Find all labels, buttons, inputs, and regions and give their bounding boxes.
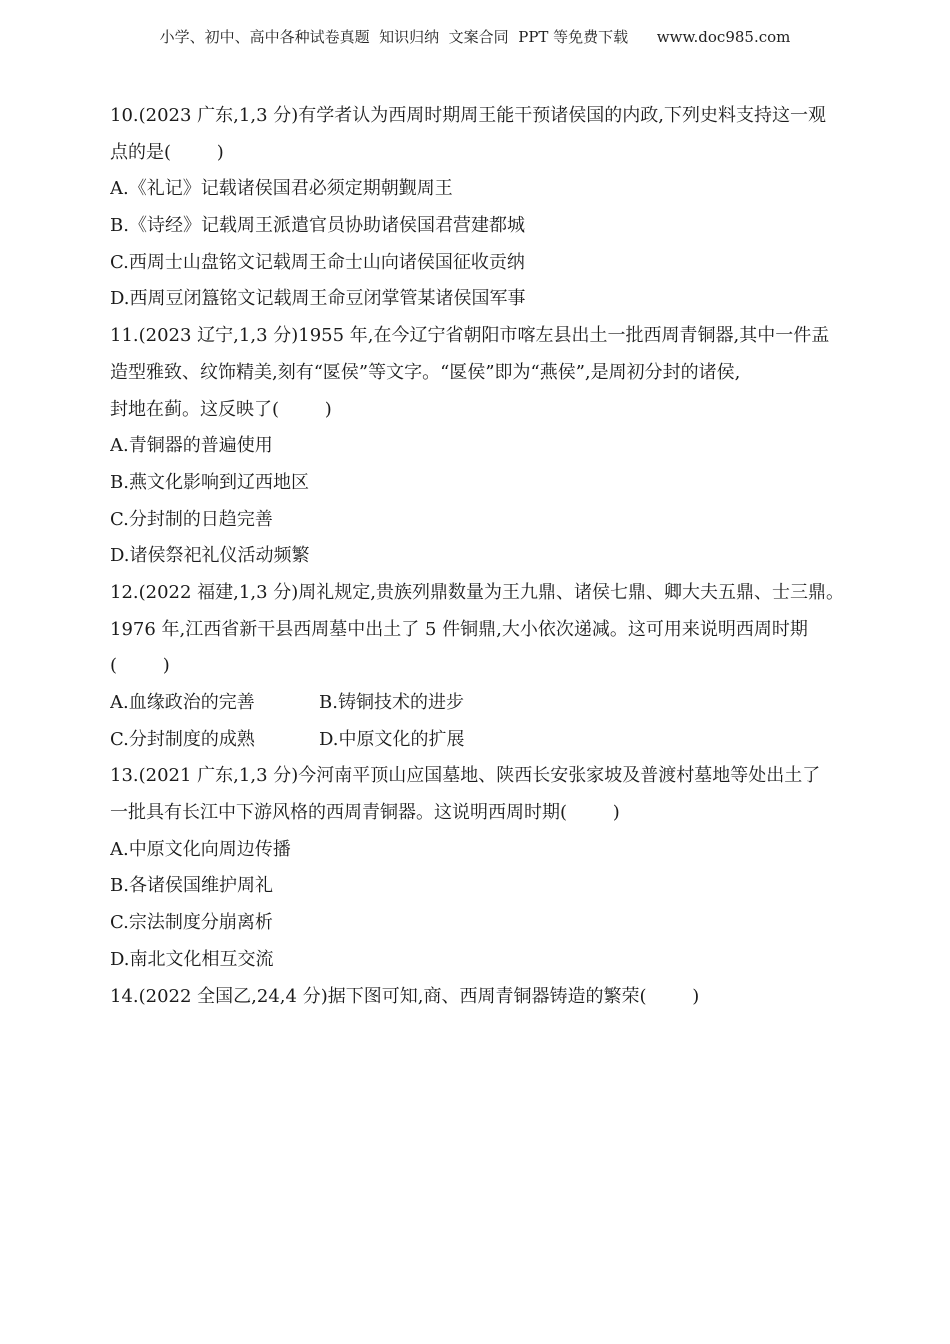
question-stem-line: 12.(2022 福建,1,3 分)周礼规定,贵族列鼎数量为王九鼎、诸侯七鼎、卿大夫五鼎、士三鼎。: [110, 581, 844, 603]
question-list: [110, 98, 850, 1015]
question-stem-line: 点的是( ): [110, 141, 224, 163]
question-11: [110, 318, 850, 575]
option-b: B.《诗经》记载周王派遣官员协助诸侯国君营建都城: [110, 215, 525, 237]
question-stem-line: 封地在蓟。这反映了( ): [110, 398, 332, 420]
option-a: A.血缘政治的完善: [110, 692, 255, 713]
option-d: D.诸侯祭祀礼仪活动频繁: [110, 545, 310, 567]
question-10: [110, 98, 850, 318]
option-c: C.分封制度的成熟: [110, 728, 255, 750]
option-c: C.分封制的日趋完善: [110, 508, 273, 530]
question-stem-line: ( ): [110, 655, 170, 677]
page-header: 小学、初中、高中各种试卷真题 知识归纳 文案合同 PPT 等免费下载 www.doc985.com: [159, 28, 791, 46]
question-stem-line: 13.(2021 广东,1,3 分)今河南平顶山应国墓地、陕西长安张家坡及普渡村墓地等处出土了: [110, 765, 821, 787]
option-b: B.铸铜技术的进步: [319, 692, 464, 713]
question-12: [110, 575, 850, 758]
question-stem-line: 1976 年,江西省新干县西周墓中出土了 5 件铜鼎,大小依次递减。这可用来说明西周时期: [110, 618, 808, 640]
question-stem-line: 一批具有长江中下游风格的西周青铜器。这说明西周时期( ): [110, 802, 620, 824]
question-stem-line: 造型雅致、纹饰精美,刻有“匽侯”等文字。“匽侯”即为“燕侯”,是周初分封的诸侯,: [110, 361, 741, 383]
question-stem-line: 11.(2023 辽宁,1,3 分)1955 年,在今辽宁省朝阳市喀左县出土一批西周青铜器,其中一件盂: [110, 325, 830, 347]
option-c: C.宗法制度分崩离析: [110, 912, 273, 934]
option-a: A.青铜器的普遍使用: [110, 435, 273, 457]
option-b: B.燕文化影响到辽西地区: [110, 471, 309, 493]
question-stem-line: 14.(2022 全国乙,24,4 分)据下图可知,商、西周青铜器铸造的繁荣( ): [110, 985, 700, 1007]
question-stem-line: 10.(2023 广东,1,3 分)有学者认为西周时期周王能干预诸侯国的内政,下列史料支持这一观: [110, 105, 826, 126]
option-d: D.西周豆闭簋铭文记载周王命豆闭掌管某诸侯国军事: [110, 288, 526, 310]
option-row: [110, 685, 850, 722]
option-b: B.各诸侯国维护周礼: [110, 875, 273, 897]
option-d: D.南北文化相互交流: [110, 948, 274, 970]
option-a: A.中原文化向周边传播: [110, 838, 291, 860]
option-d: D.中原文化的扩展: [319, 728, 465, 750]
option-c: C.西周士山盘铭文记载周王命士山向诸侯国征收贡纳: [110, 251, 525, 273]
option-row: [110, 722, 850, 759]
question-13: [110, 758, 850, 978]
question-14: [110, 979, 850, 1016]
option-a: A.《礼记》记载诸侯国君必须定期朝觐周王: [110, 178, 453, 200]
